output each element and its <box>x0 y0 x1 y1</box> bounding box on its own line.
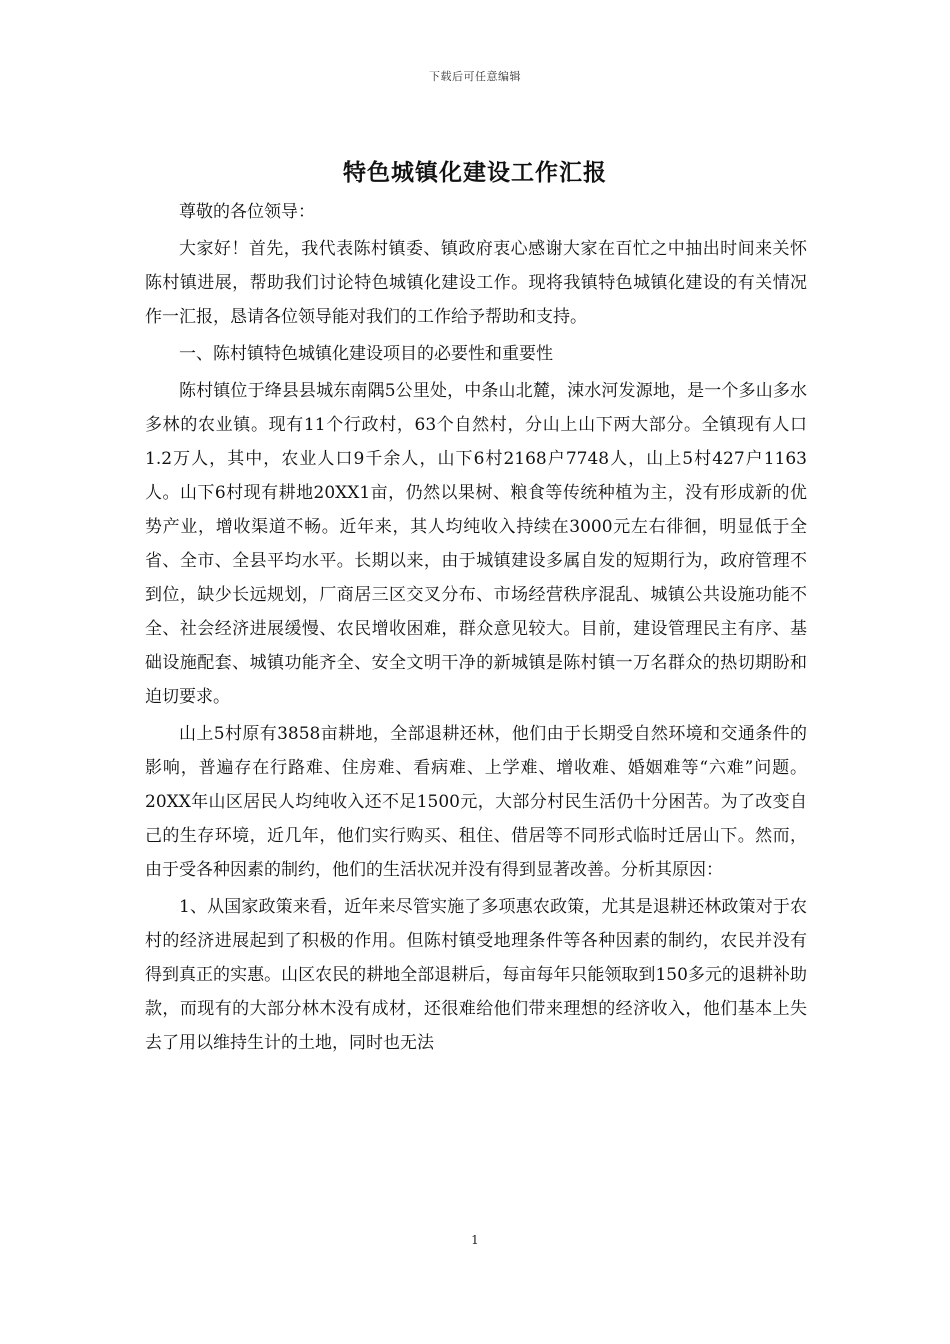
paragraph: 1、从国家政策来看，近年来尽管实施了多项惠农政策，尤其是退耕还林政策对于农村的经济进展起到了积极的作用。但陈村镇受地理条件等各种因素的制约，农民并没有得到真正的实惠。山区农民的耕地全部退耕后，每亩每年只能领取到150多元的退耕补助款，而现有的大部分林木没有成材，还很难给他们带来理想的经济收入，他们基本上失去了用以维持生计的土地，同时也无法 <box>145 897 807 1053</box>
header-note: 下载后可任意编辑 <box>429 70 521 83</box>
paragraph: 山上5村原有3858亩耕地，全部退耕还林，他们由于长期受自然环境和交通条件的影响，普遍存在行路难、住房难、看病难、上学难、增收难、婚姻难等“六难”问题。20XX年山区居民人均纯收入还不足1500元，大部分村民生活仍十分困苦。为了改变自己的生存环境，近几年，他们实行购买、租住、借居等不同形式临时迁居山下。然而，由于受各种因素的制约，他们的生活状况并没有得到显著改善。分析其原因： <box>145 724 807 880</box>
section-heading: 一、陈村镇特色城镇化建设项目的必要性和重要性 <box>179 344 553 364</box>
salutation: 尊敬的各位领导： <box>179 202 315 222</box>
document-body <box>145 195 807 1063</box>
paragraph-opening: 大家好！首先，我代表陈村镇委、镇政府衷心感谢大家在百忙之中抽出时间来关怀陈村镇进展，帮助我们讨论特色城镇化建设工作。现将我镇特色城镇化建设的有关情况作一汇报，恳请各位领导能对我们的工作给予帮助和支持。 <box>145 239 807 327</box>
page-number: 1 <box>471 1233 479 1247</box>
page-title: 特色城镇化建设工作汇报 <box>343 159 607 186</box>
paragraph: 陈村镇位于绛县县城东南隅5公里处，中条山北麓，涑水河发源地，是一个多山多水多林的农业镇。现有11个行政村，63个自然村，分山上山下两大部分。全镇现有人口1.2万人，其中，农业人口9千余人，山下6村2168户7748人，山上5村427户1163人。山下6村现有耕地20XX1亩，仍然以果树、粮食等传统种植为主，没有形成新的优势产业，增收渠道不畅。近年来，其人均纯收入持续在3000元左右徘徊，明显低于全省、全市、全县平均水平。长期以来，由于城镇建设多属自发的短期行为，政府管理不到位，缺少长远规划，厂商居三区交叉分布、市场经营秩序混乱、城镇公共设施功能不全、社会经济进展缓慢、农民增收困难，群众意见较大。目前，建设管理民主有序、基础设施配套、城镇功能齐全、安全文明干净的新城镇是陈村镇一万名群众的热切期盼和迫切要求。 <box>145 381 807 707</box>
